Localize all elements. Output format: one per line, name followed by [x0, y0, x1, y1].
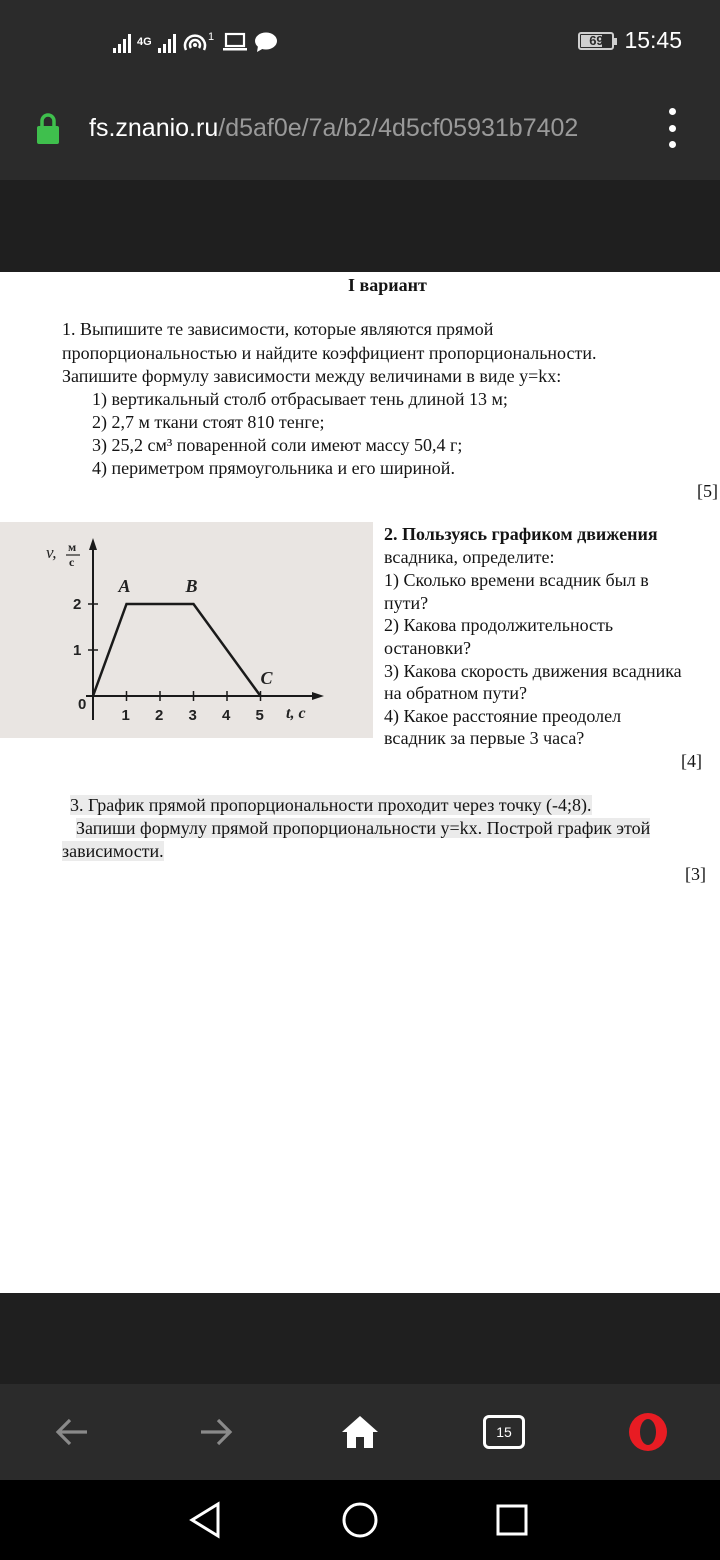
- lock-icon[interactable]: [36, 112, 60, 146]
- q2-line-7: 3) Какова скорость движения всадника: [384, 661, 682, 681]
- x-tick-label: 4: [222, 707, 231, 724]
- q1-line-3: Запишите формулу зависимости между величинами в виде y=kx:: [62, 366, 562, 386]
- y-tick-label: 1: [73, 642, 82, 659]
- q2-score: [4]: [681, 751, 702, 771]
- url-path: /d5af0e/7a/b2/4d5cf05931b7402: [218, 114, 579, 142]
- point-label-b: B: [185, 576, 198, 596]
- q1-line-1: 1. Выпишите те зависимости, которые являются прямой: [62, 319, 494, 339]
- network-type-label: 4G: [137, 36, 152, 48]
- dot: [669, 108, 676, 115]
- x-axis-arrow: [312, 692, 324, 700]
- y-axis-unit-num: м: [68, 540, 77, 554]
- q1-score: [5]: [697, 481, 718, 501]
- system-navigation-bar: [0, 1480, 720, 1560]
- tab-count: 15: [483, 1415, 525, 1449]
- opera-menu-button[interactable]: [620, 1404, 676, 1460]
- document-page: [0, 272, 720, 1293]
- system-back-icon[interactable]: [184, 1498, 228, 1542]
- chat-bubble-icon: [254, 31, 278, 53]
- q2-line-6: остановки?: [384, 638, 472, 658]
- page-margin-top: [0, 180, 720, 272]
- status-right: [578, 27, 682, 54]
- x-tick-label: 3: [188, 707, 197, 724]
- dot: [669, 125, 676, 132]
- velocity-line: [93, 604, 261, 696]
- back-button[interactable]: [44, 1404, 100, 1460]
- system-home-icon[interactable]: [338, 1498, 382, 1542]
- y-tick-label: 2: [73, 596, 82, 613]
- origin-label: 0: [78, 696, 87, 713]
- address-field[interactable]: [89, 114, 578, 143]
- opera-logo-icon: [628, 1412, 668, 1452]
- velocity-graph-svg: [0, 522, 373, 738]
- q1-line-2: пропорциональностью и найдите коэффициент пропорциональности.: [62, 343, 597, 363]
- q1-item-3: 3) 25,2 см³ поваренной соли имеют массу 50,4 г;: [92, 435, 463, 455]
- tabs-button[interactable]: [476, 1404, 532, 1460]
- q3-line-1-text: 3. График прямой пропорциональности проходит через точку (-4;8).: [70, 795, 592, 815]
- x-tick-label: 1: [121, 707, 130, 724]
- q1-item-1: 1) вертикальный столб отбрасывает тень длиной 13 м;: [92, 389, 508, 409]
- home-button[interactable]: [332, 1404, 388, 1460]
- q3-line-3-text: зависимости.: [62, 841, 164, 861]
- status-bar: [0, 0, 720, 84]
- status-icons: [113, 28, 278, 56]
- q2-line-1: 2. Пользуясь графиком движения: [384, 524, 658, 544]
- battery-level: 69: [589, 32, 604, 48]
- signal-icon-2: [158, 31, 176, 53]
- forward-button[interactable]: [188, 1404, 244, 1460]
- q3-score: [3]: [685, 864, 706, 884]
- signal-icon: [113, 31, 131, 53]
- x-tick-label: 2: [155, 707, 164, 724]
- q2-line-10: всадник за первые 3 часа?: [384, 728, 585, 748]
- home-icon: [340, 1414, 380, 1450]
- browser-url-bar: [0, 84, 720, 180]
- dot: [669, 141, 676, 148]
- hotspot-count: 1: [207, 31, 214, 43]
- x-tick-label: 5: [255, 707, 264, 724]
- q2-line-4: пути?: [384, 593, 429, 613]
- arrow-left-icon: [54, 1417, 90, 1447]
- q2-line-5: 2) Какова продолжительность: [384, 615, 614, 635]
- q3-line-2: [76, 817, 650, 840]
- q2-line-2: всадника, определите:: [384, 547, 555, 567]
- variant-title: I вариант: [348, 275, 427, 295]
- q3-line-2-text: Запиши формулу прямой пропорциональности y=kx. Построй график этой: [76, 818, 651, 838]
- laptop-icon: [222, 31, 248, 53]
- browser-bottom-bar: [0, 1384, 720, 1480]
- point-label-c: C: [260, 668, 273, 688]
- x-axis-label: t, с: [286, 705, 306, 722]
- q1-item-2: 2) 2,7 м ткани стоят 810 тенге;: [92, 412, 325, 432]
- system-recents-icon[interactable]: [490, 1498, 534, 1542]
- hotspot-icon: [182, 30, 216, 54]
- page-margin-bottom: [0, 1293, 720, 1384]
- battery-icon: [578, 32, 614, 50]
- clock: 15:45: [624, 27, 682, 53]
- q2-line-9: 4) Какое расстояние преодолел: [384, 706, 622, 726]
- velocity-graph: [0, 522, 373, 738]
- arrow-right-icon: [198, 1417, 234, 1447]
- q1-item-4: 4) периметром прямоугольника и его шириной.: [92, 458, 455, 478]
- point-label-a: A: [118, 576, 131, 596]
- menu-button[interactable]: [664, 108, 680, 148]
- y-axis-unit-den: с: [69, 555, 75, 569]
- q2-line-3: 1) Сколько времени всадник был в: [384, 570, 649, 590]
- q3-line-1: [70, 794, 592, 817]
- y-axis-label: v,: [46, 543, 57, 562]
- url-domain: fs.znanio.ru: [89, 114, 219, 142]
- q2-line-8: на обратном пути?: [384, 683, 527, 703]
- y-axis-arrow: [89, 538, 97, 550]
- q3-line-3: [62, 840, 164, 863]
